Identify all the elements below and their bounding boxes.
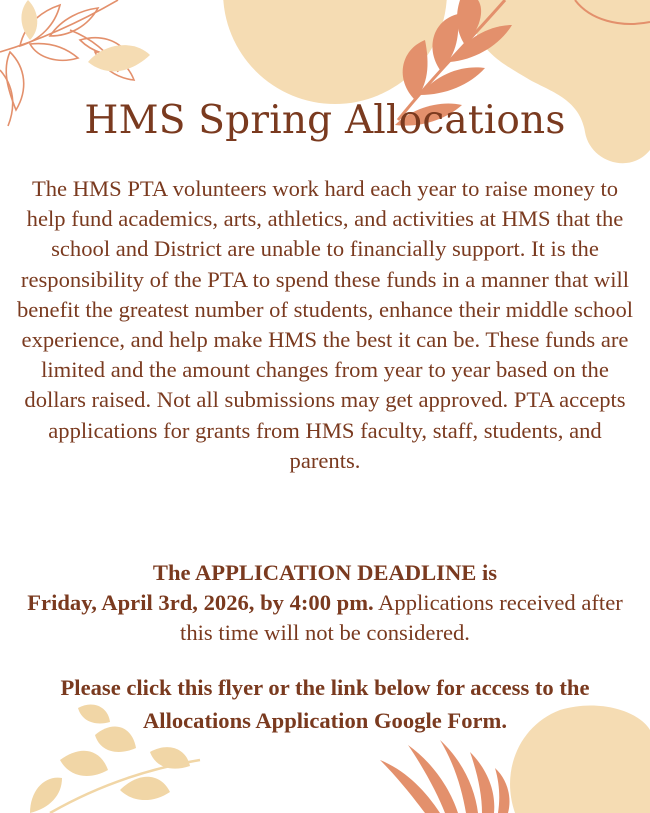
deadline-note: Applications received after this time will not be considered. — [180, 590, 623, 645]
deadline-section — [10, 558, 640, 648]
application-link-prompt[interactable] — [10, 671, 640, 737]
cta-line-1: Please click this flyer or the link below for access to the — [60, 675, 590, 700]
bottom-fern — [380, 740, 509, 813]
flyer-title: HMS Spring Allocations — [84, 98, 566, 143]
flyer-description: The HMS PTA volunteers work hard each year to raise money to help fund academics, arts, athletics, and activities at HMS that the school and District are unable to financially support. It is the responsibility of the PTA to spend these funds in a manner that will benefit the greatest number of students, enhance their middle school experience, and help make HMS the best it can be. These funds are limited and the amount changes from year to year based on the dollars raised. Not all submissions may get approved. PTA accepts applications for grants from HMS faculty, staff, students, and parents. — [16, 176, 634, 473]
cta-line-2: Allocations Application Google Form. — [142, 708, 507, 733]
deadline-heading: The APPLICATION DEADLINE is — [152, 560, 498, 585]
top-left-beige-leaf — [88, 45, 150, 71]
deadline-date: Friday, April 3rd, 2026, by 4:00 pm. — [27, 590, 374, 615]
